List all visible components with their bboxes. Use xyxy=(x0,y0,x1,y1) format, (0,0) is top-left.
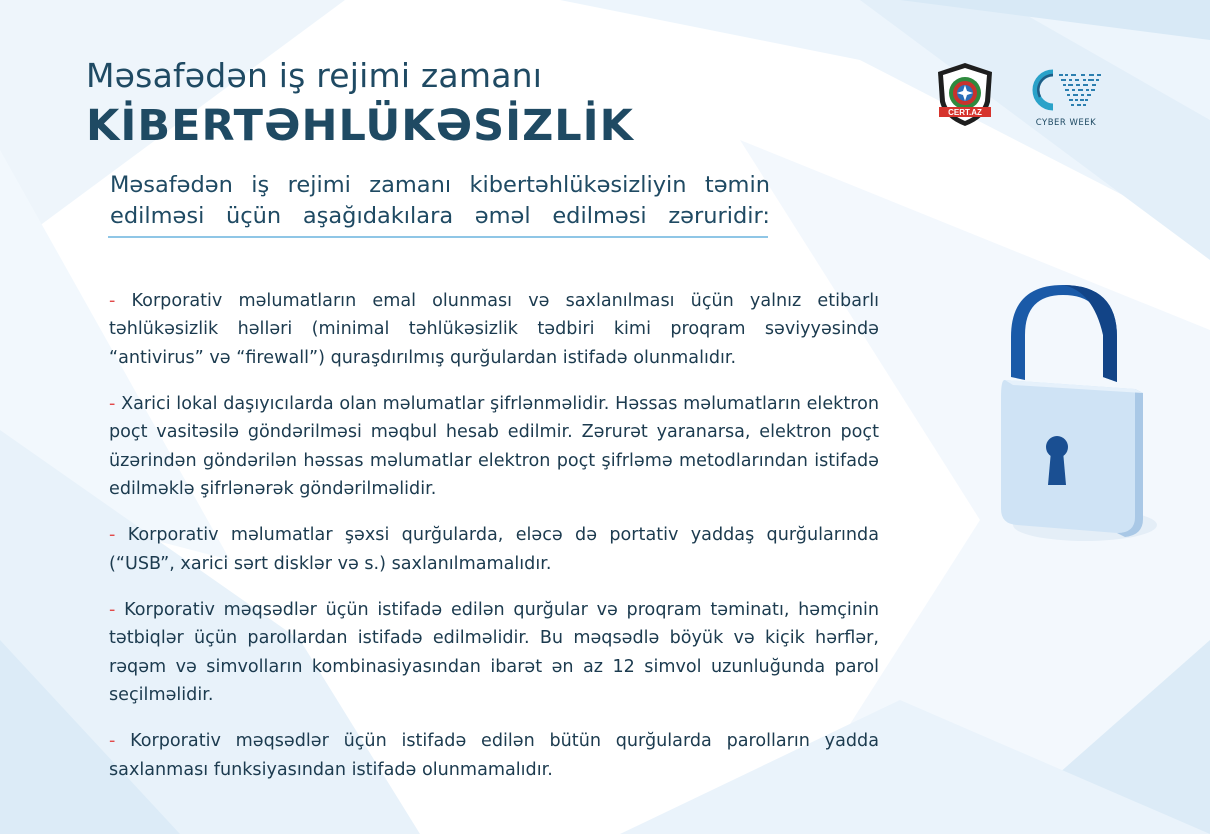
recommendations-list xyxy=(109,269,879,800)
bullet-dash: - xyxy=(109,290,116,311)
list-item xyxy=(109,727,879,784)
list-item xyxy=(109,596,879,710)
cert-emblem-icon xyxy=(936,62,994,128)
cyber-week-logo-text: CYBER WEEK xyxy=(1035,118,1097,128)
list-item-text: Korporativ məlumatlar şəxsi qurğularda, eləcə də portativ yaddaş qurğularında (“USB”, xarici sərt disklər və s.) saxlanılmamalıdır. xyxy=(109,525,880,574)
cyber-week-logo-icon xyxy=(1026,66,1106,130)
list-item xyxy=(109,390,879,504)
list-item xyxy=(109,521,879,578)
intro-text: Məsafədən iş rejimi zamanı kibertəhlükəsizliyin təmin edilməsi üçün aşağıdakılara əməl edilməsi zəruridir: xyxy=(110,172,770,229)
list-item-text: Korporativ məlumatların emal olunması və saxlanılması üçün yalnız etibarlı təhlükəsizlik həlləri (minimal təhlükəsizlik tədbiri kimi proqram səviyyəsində “antivirus” və “firewall”) quraşdırılmış qurğulardan istifadə olunmalıdır. xyxy=(109,290,879,368)
cert-logo-text: CERT.AZ xyxy=(948,108,982,117)
page-title-line1: Məsafədən iş rejimi zamanı xyxy=(86,56,543,95)
bullet-dash: - xyxy=(109,731,116,752)
bullet-dash: - xyxy=(109,525,116,546)
padlock-icon xyxy=(985,285,1165,550)
intro-underline xyxy=(108,236,768,238)
list-item xyxy=(109,287,879,373)
list-item-text: Xarici lokal daşıyıcılarda olan məlumatlar şifrlənməlidir. Həssas məlumatların elektron poçt vasitəsilə göndərilməsi məqbul hesab edilmir. Zərurət yaranarsa, elektron poçt üzərindən göndərilən həssas məlumatlar elektron poçt şifrləmə metodlarından istifadə edilməklə şifrlənərək göndərilməlidir. xyxy=(109,393,879,500)
page-title-line2: KİBERTƏHLÜKƏSİZLİK xyxy=(86,101,634,151)
list-item-text: Korporativ məqsədlər üçün istifadə edilən qurğular və proqram təminatı, həmçinin tətbiqlər üçün parollardan istifadə edilməlidir. Bu məqsədlə böyük və kiçik hərflər, rəqəm və simvolların kombinasiyasından ibarət ən az 12 simvol uzunluğunda parol seçilməlidir. xyxy=(109,599,880,706)
bullet-dash: - xyxy=(109,393,116,414)
bullet-dash: - xyxy=(109,599,116,620)
list-item-text: Korporativ məqsədlər üçün istifadə edilən bütün qurğularda parolların yadda saxlanması funksiyasından istifadə olunmamalıdır. xyxy=(109,731,879,780)
